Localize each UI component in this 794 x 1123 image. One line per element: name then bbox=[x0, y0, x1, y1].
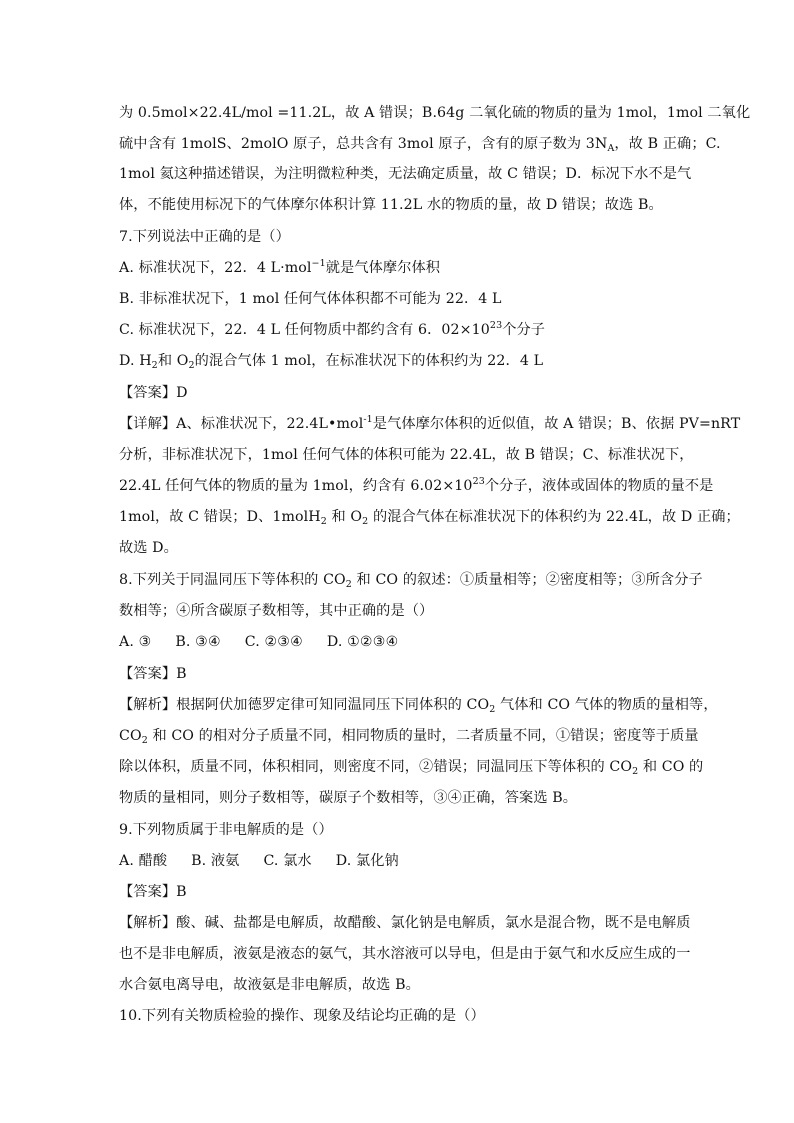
text: 酸、碱、盐都是电解质，故醋酸、氯化钠是电解质，氯水是混合物，既不是电解质 bbox=[176, 915, 691, 931]
question-9-explanation-line-2 bbox=[119, 944, 691, 964]
question-7-option-b bbox=[119, 289, 502, 309]
text: C. 标准状况下，22．4 L 任何物质中都约含有 6．02×10 bbox=[119, 322, 490, 338]
option-c: C. 氯水 bbox=[263, 853, 312, 869]
answer-tag: 【答案】 bbox=[119, 666, 177, 682]
text: 和 CO 的相对分子质量不同，相同物质的量时，二者质量不同，①错误；密度等于质量 bbox=[147, 728, 699, 744]
question-7-explanation-line-3 bbox=[119, 476, 713, 496]
question-8-stem-line-1 bbox=[119, 570, 703, 590]
question-9-explanation-line-3 bbox=[119, 975, 420, 995]
text: 根据阿伏加德罗定律可知同温同压下同体积的 CO bbox=[176, 697, 490, 713]
text: 1mol 氦这种描述错误，为注明微粒种类，无法确定质量，故 C 错误；D．标况下水不是气 bbox=[119, 166, 692, 182]
text: 和 O bbox=[157, 353, 189, 369]
text: ，故 B 正确；C. bbox=[614, 136, 721, 152]
subscript: A bbox=[607, 143, 615, 154]
question-8-explanation-line-2 bbox=[119, 726, 699, 746]
text: 数相等；④所含碳原子数相等，其中正确的是（） bbox=[119, 603, 434, 619]
text: 水合氨电离导电，故液氨是非电解质，故选 B。 bbox=[119, 977, 420, 993]
text: 硫中含有 1molS、2molO 原子，总共含有 3mol 原子，含有的原子数为 3N bbox=[119, 136, 608, 152]
text: A. 标准状况下，22．4 L·mol bbox=[119, 260, 312, 276]
option-a: A. 醋酸 bbox=[119, 853, 168, 869]
explanation-tag: 【详解】 bbox=[119, 416, 177, 432]
text: 体，不能使用标况下的气体摩尔体积计算 11.2L 水的物质的量，故 D 错误；故选 B。 bbox=[119, 197, 663, 213]
text: 除以体积，质量不同，体积相同，则密度不同，②错误；同温同压下等体积的 CO bbox=[119, 759, 633, 775]
question-7-option-c bbox=[119, 320, 545, 340]
text: 分析，非标准状况下，1mol 任何气体的体积可能为 22.4L，故 B 错误；C、标准状况下， bbox=[119, 447, 694, 463]
text: B. 非标准状况下，1 mol 任何气体体积都不可能为 22．4 L bbox=[119, 291, 502, 307]
question-8-options bbox=[119, 632, 422, 652]
question-8-explanation-line-4 bbox=[119, 788, 577, 808]
prev-explanation-line-1 bbox=[119, 103, 750, 123]
option-b: B. 液氨 bbox=[191, 853, 240, 869]
text: 气体和 CO 气体的物质的量相等， bbox=[495, 697, 718, 713]
answer-tag: 【答案】 bbox=[119, 884, 177, 900]
answer-value: B bbox=[176, 666, 187, 682]
question-8-stem-line-2 bbox=[119, 601, 433, 621]
subscript: 2 bbox=[151, 360, 158, 371]
text: 故选 D。 bbox=[119, 540, 178, 556]
text: A、标准状况下，22.4L•mol bbox=[176, 416, 364, 432]
text: 7.下列说法中正确的是（） bbox=[119, 229, 290, 245]
subscript: 2 bbox=[345, 579, 352, 590]
subscript: 2 bbox=[141, 735, 148, 746]
superscript: 23 bbox=[489, 320, 503, 331]
prev-explanation-line-2 bbox=[119, 134, 721, 154]
question-9-stem bbox=[119, 820, 333, 840]
option-d: D. ①②③④ bbox=[326, 634, 399, 650]
question-8-answer bbox=[119, 664, 187, 684]
text: 个分子 bbox=[502, 322, 546, 338]
option-b: B. ③④ bbox=[175, 634, 221, 650]
subscript: 2 bbox=[489, 704, 496, 715]
text: 个分子，液体或固体的物质的量不是 bbox=[484, 478, 714, 494]
question-7-stem bbox=[119, 227, 290, 247]
text: 9.下列物质属于非电解质的是（） bbox=[119, 822, 333, 838]
prev-explanation-line-4 bbox=[119, 195, 663, 215]
superscript: -1 bbox=[363, 414, 373, 425]
question-7-explanation-line-2 bbox=[119, 445, 694, 465]
option-a: A. ③ bbox=[119, 634, 152, 650]
option-d: D. 氯化钠 bbox=[335, 853, 399, 869]
text: 和 CO 的叙述：①质量相等；②密度相等；③所含分子 bbox=[351, 572, 703, 588]
question-8-explanation-line-1 bbox=[119, 695, 718, 715]
text: 的混合气体在标准状况下的体积约为 22.4L，故 D 正确； bbox=[368, 509, 740, 525]
text: 10.下列有关物质检验的操作、现象及结论均正确的是（） bbox=[119, 1008, 485, 1024]
superscript: 23 bbox=[472, 476, 485, 487]
text: 8.下列关于同温同压下等体积的 CO bbox=[119, 572, 346, 588]
text: 22.4L 任何气体的物质的量为 1mol，约含有 6.02×10 bbox=[119, 478, 473, 494]
answer-value: B bbox=[176, 884, 187, 900]
subscript: 2 bbox=[632, 766, 639, 777]
question-10-stem bbox=[119, 1006, 485, 1026]
subscript: 2 bbox=[362, 516, 369, 527]
question-9-explanation-line-1 bbox=[119, 913, 691, 933]
explanation-tag: 【解析】 bbox=[119, 697, 177, 713]
text: D. H bbox=[119, 353, 152, 369]
option-c: C. ②③④ bbox=[244, 634, 303, 650]
subscript: 2 bbox=[188, 360, 195, 371]
text: 和 CO 的 bbox=[638, 759, 704, 775]
question-9-options bbox=[119, 851, 423, 871]
question-7-explanation-line-4 bbox=[119, 507, 740, 527]
text: 和 O bbox=[326, 509, 363, 525]
prev-explanation-line-3 bbox=[119, 164, 691, 184]
text: 为 0.5mol×22.4L/mol =11.2L，故 A 错误；B.64g 二氧化硫的物质的量为 1mol，1mol 二氧化 bbox=[119, 105, 751, 121]
question-7-answer bbox=[119, 383, 188, 403]
question-7-option-d bbox=[119, 351, 543, 371]
answer-value: D bbox=[176, 385, 188, 401]
text: 的混合气体 1 mol，在标准状况下的体积约为 22．4 L bbox=[194, 353, 544, 369]
question-7-option-a bbox=[119, 258, 440, 278]
answer-tag: 【答案】 bbox=[119, 385, 177, 401]
text: 物质的量相同，则分子数相等，碳原子个数相等，③④正确，答案选 B。 bbox=[119, 790, 578, 806]
text: 就是气体摩尔体积 bbox=[325, 260, 441, 276]
question-9-answer bbox=[119, 882, 187, 902]
text: CO bbox=[119, 728, 142, 744]
explanation-tag: 【解析】 bbox=[119, 915, 177, 931]
question-7-explanation-line-1 bbox=[119, 414, 740, 434]
subscript: 2 bbox=[320, 516, 327, 527]
question-8-explanation-line-3 bbox=[119, 757, 703, 777]
superscript: −1 bbox=[311, 258, 326, 269]
text: 1mol，故 C 错误；D、1molH bbox=[119, 509, 321, 525]
text: 也不是非电解质，液氨是液态的氨气，其水溶液可以导电，但是由于氨气和水反应生成的一 bbox=[119, 946, 691, 962]
question-7-explanation-line-5 bbox=[119, 538, 178, 558]
text: 是气体摩尔体积的近似值，故 A 错误；B、依据 PV=nRT bbox=[372, 416, 741, 432]
